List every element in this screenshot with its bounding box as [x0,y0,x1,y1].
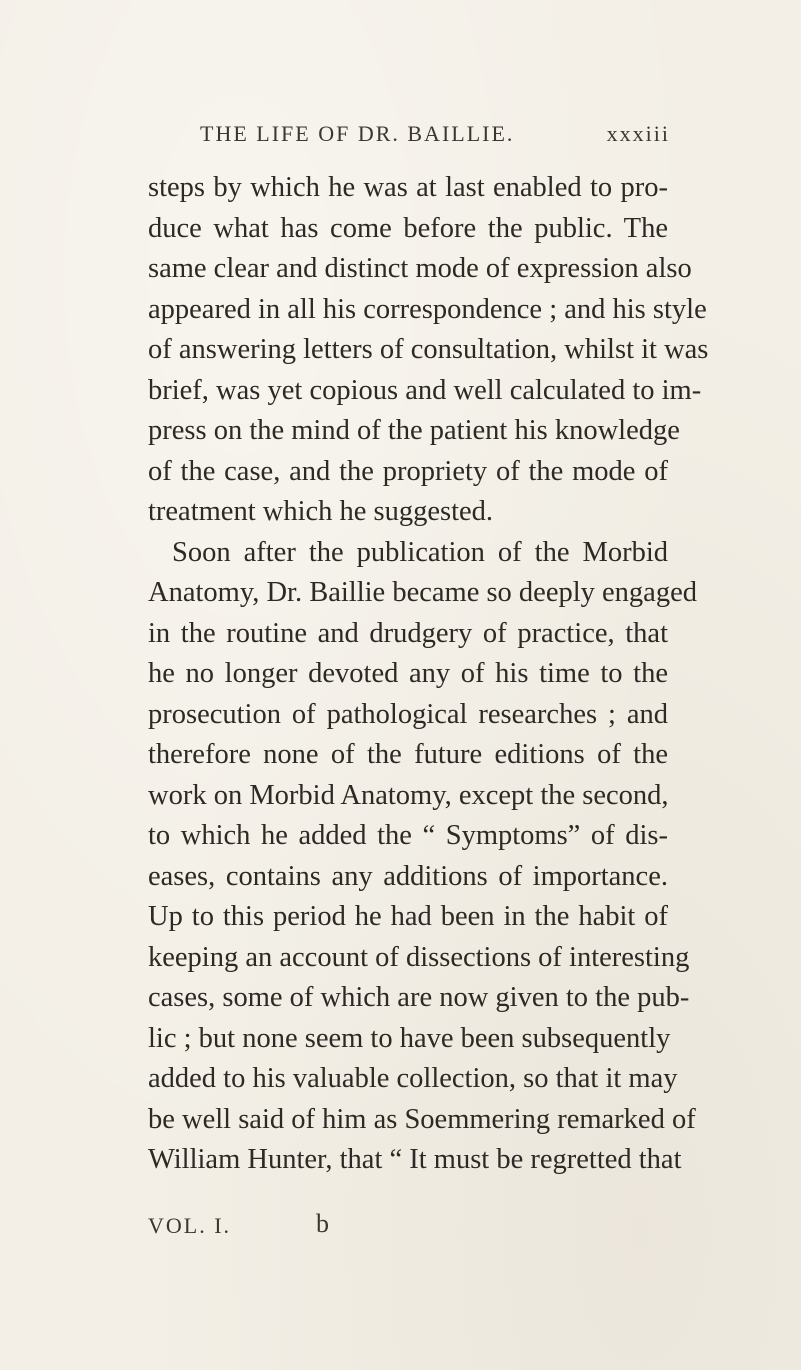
text-line: Soon after the publication of the Morbid [172,536,668,568]
running-head [200,121,670,161]
text-line: brief, was yet copious and well calculated to im- [148,374,702,406]
text-line: cases, some of which are now given to the pub- [148,982,690,1013]
text-line: prosecution of pathological researches ; and [148,698,668,730]
signature-mark: b [316,1209,329,1238]
text-line: to which he added the “ Symptoms” of dis- [148,820,668,851]
text-line: same clear and distinct mode of expression also [148,253,692,284]
text-line: William Hunter, that “ It must be regretted that [148,1144,682,1175]
text-line: appeared in all his correspondence ; and his style [148,293,707,325]
text-line: Anatomy, Dr. Baillie became so deeply engaged [148,577,697,608]
page-number: xxxiii [606,121,670,146]
text-line: therefore none of the future editions of the [148,739,668,770]
body-text [148,168,709,1181]
text-line: work on Morbid Anatomy, except the second, [148,779,669,811]
text-line: keeping an account of dissections of interesting [148,941,690,973]
text-line: he no longer devoted any of his time to the [148,658,668,689]
running-head-title: THE LIFE OF DR. BAILLIE. [200,121,515,146]
page-footer [148,1209,448,1247]
volume-label: VOL. I. [148,1213,232,1238]
text-line: press on the mind of the patient his knowledge [148,415,680,446]
text-line: steps by which he was at last enabled to pro- [148,172,668,203]
text-line: in the routine and drudgery of practice, that [148,617,668,649]
text-line: treatment which he suggested. [148,496,494,527]
text-line: added to his valuable collection, so that it may [148,1063,678,1094]
text-line: of the case, and the propriety of the mode of [148,455,668,487]
text-line: be well said of him as Soemmering remarked of [148,1103,696,1135]
text-line: lic ; but none seem to have been subsequently [148,1022,671,1054]
text-line: duce what has come before the public. The [148,212,668,244]
text-line: of answering letters of consultation, whilst it was [148,334,709,365]
text-line: eases, contains any additions of importance. [148,860,668,892]
text-line: Up to this period he had been in the habit of [148,901,668,932]
